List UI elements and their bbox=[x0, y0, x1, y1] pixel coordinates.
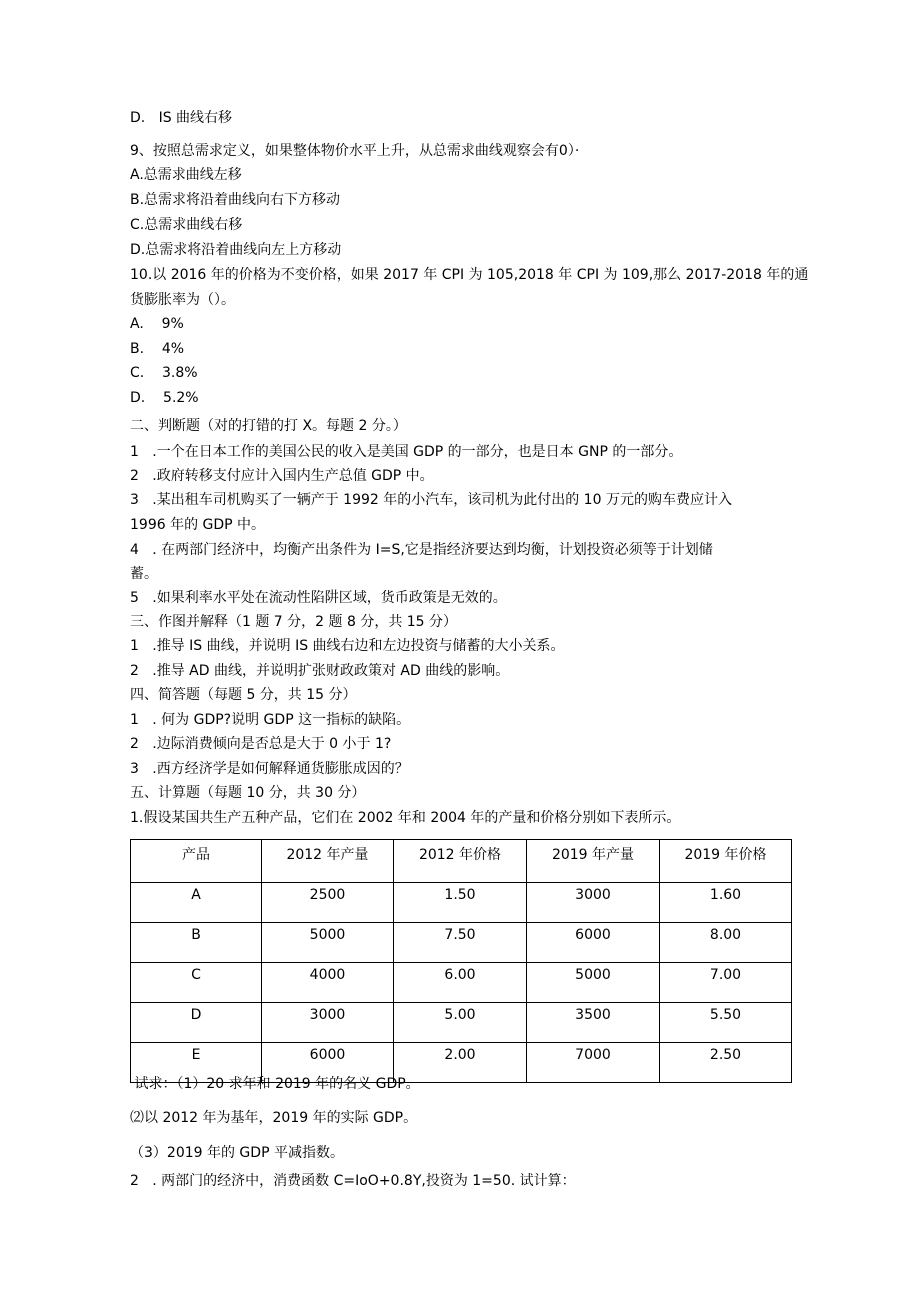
option-d-q8: D. IS 曲线右移 bbox=[130, 110, 233, 126]
calc-1-subq-3: （3）2019 年的 GDP 平减指数。 bbox=[130, 1145, 344, 1161]
option-c-q10: C. 3.8% bbox=[130, 365, 198, 381]
table-cell: A bbox=[131, 883, 262, 923]
table-cell: D bbox=[131, 1003, 262, 1043]
calc-item-2: 2 . 两部门的经济中，消费函数 C=IoO+0.8Y,投资为 1=50. 试计算： bbox=[130, 1173, 576, 1189]
question-10-cont: 货膨胀率为（）。 bbox=[130, 292, 235, 308]
judge-item-1: 1 .一个在日本工作的美国公民的收入是美国 GDP 的一部分，也是日本 GNP 的一部分。 bbox=[130, 444, 683, 460]
section-5-heading: 五、计算题（每题 10 分，共 30 分） bbox=[130, 785, 366, 801]
draw-item-1: 1 .推导 IS 曲线，并说明 IS 曲线右边和左边投资与储蓄的大小关系。 bbox=[130, 638, 565, 654]
production-table bbox=[130, 839, 792, 1083]
table-cell: 2.00 bbox=[394, 1043, 527, 1083]
option-b-q10: B. 4% bbox=[130, 341, 185, 357]
table-cell: 3000 bbox=[262, 1003, 394, 1043]
table-row bbox=[131, 963, 792, 1003]
section-2-heading: 二、判断题（对的打错的打 X。每题 2 分。） bbox=[130, 418, 407, 434]
table-cell: C bbox=[131, 963, 262, 1003]
judge-item-3-cont: 1996 年的 GDP 中。 bbox=[130, 517, 266, 533]
table-cell: 5000 bbox=[527, 963, 660, 1003]
table-cell: 3500 bbox=[527, 1003, 660, 1043]
calc-1-subq-1: 试求：（1）20 求年和 2019 年的名义 GDP。 bbox=[130, 1076, 420, 1092]
option-c-q9: C.总需求曲线右移 bbox=[130, 217, 243, 233]
table-cell: 7.00 bbox=[660, 963, 792, 1003]
draw-item-2: 2 .推导 AD 曲线，并说明扩张财政政策对 AD 曲线的影响。 bbox=[130, 663, 510, 679]
table-cell: B bbox=[131, 923, 262, 963]
header-2019-output: 2019 年产量 bbox=[527, 840, 660, 883]
table-row bbox=[131, 923, 792, 963]
section-4-heading: 四、简答题（每题 5 分，共 15 分） bbox=[130, 687, 357, 703]
table-row bbox=[131, 1003, 792, 1043]
question-10: 10.以 2016 年的价格为不变价格，如果 2017 年 CPI 为 105,2018 年 CPI 为 109,那么 2017-2018 年的通 bbox=[130, 267, 809, 283]
header-2012-price: 2012 年价格 bbox=[394, 840, 527, 883]
table-cell: 7.50 bbox=[394, 923, 527, 963]
table-cell: 1.60 bbox=[660, 883, 792, 923]
table-cell: 1.50 bbox=[394, 883, 527, 923]
section-3-heading: 三、作图并解释（1 题 7 分，2 题 8 分，共 15 分） bbox=[130, 614, 458, 630]
option-d-q10: D. 5.2% bbox=[130, 390, 199, 406]
calc-item-1: 1.假设某国共生产五种产品，它们在 2002 年和 2004 年的产量和价格分别如下表所示。 bbox=[130, 810, 681, 826]
short-item-3: 3 .西方经济学是如何解释通货膨胀成因的？ bbox=[130, 761, 409, 777]
table-cell: 2.50 bbox=[660, 1043, 792, 1083]
judge-item-5: 5 .如果利率水平处在流动性陷阱区域，货币政策是无效的。 bbox=[130, 590, 507, 606]
table-cell: 6.00 bbox=[394, 963, 527, 1003]
table-cell: 5.00 bbox=[394, 1003, 527, 1043]
table-cell: 6000 bbox=[527, 923, 660, 963]
table-cell: 7000 bbox=[527, 1043, 660, 1083]
table-cell: 3000 bbox=[527, 883, 660, 923]
judge-item-3: 3 .某出租车司机购买了一辆产于 1992 年的小汽车，该司机为此付出的 10 万元的购车费应计入 bbox=[130, 492, 732, 508]
judge-item-4: 4 . 在两部门经济中，均衡产出条件为 I=S,它是指经济要达到均衡，计划投资必须等于计划储 bbox=[130, 542, 713, 558]
calc-1-subq-2: ⑵以 2012 年为基年，2019 年的实际 GDP。 bbox=[130, 1110, 418, 1126]
question-9: 9、按照总需求定义，如果整体物价水平上升，从总需求曲线观察会有0）· bbox=[130, 143, 580, 159]
option-a-q10: A. 9% bbox=[130, 316, 184, 332]
short-item-2: 2 .边际消费倾向是否总是大于 0 小于 1? bbox=[130, 736, 392, 752]
judge-item-4-cont: 蓄。 bbox=[130, 566, 158, 582]
header-2019-price: 2019 年价格 bbox=[660, 840, 792, 883]
table-cell: E bbox=[131, 1043, 262, 1083]
table-cell: 5000 bbox=[262, 923, 394, 963]
option-b-q9: B.总需求将沿着曲线向右下方移动 bbox=[130, 192, 341, 208]
option-a-q9: A.总需求曲线左移 bbox=[130, 167, 242, 183]
header-2012-output: 2012 年产量 bbox=[262, 840, 394, 883]
header-product: 产品 bbox=[131, 840, 262, 883]
table-cell: 5.50 bbox=[660, 1003, 792, 1043]
table-row bbox=[131, 883, 792, 923]
option-d-q9: D.总需求将沿着曲线向左上方移动 bbox=[130, 242, 342, 258]
judge-item-2: 2 .政府转移支付应计入国内生产总值 GDP 中。 bbox=[130, 468, 434, 484]
table-cell: 4000 bbox=[262, 963, 394, 1003]
short-item-1: 1 . 何为 GDP?说明 GDP 这一指标的缺陷。 bbox=[130, 712, 411, 728]
table-cell: 6000 bbox=[262, 1043, 394, 1083]
table-header-row bbox=[131, 840, 792, 883]
table-cell: 2500 bbox=[262, 883, 394, 923]
table-cell: 8.00 bbox=[660, 923, 792, 963]
